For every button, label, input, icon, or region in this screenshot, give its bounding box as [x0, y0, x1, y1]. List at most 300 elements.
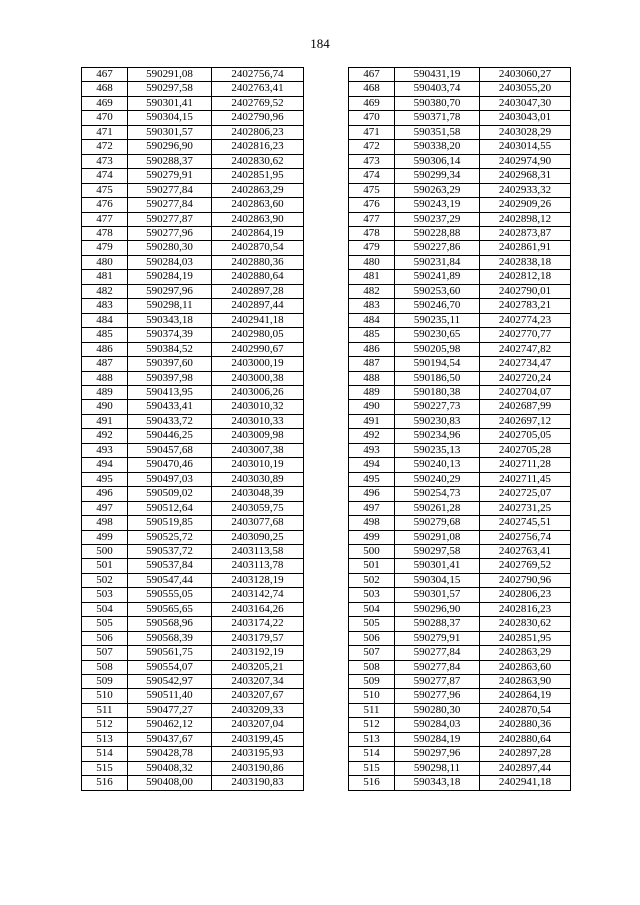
column-gap-cell: [304, 140, 349, 154]
left-y-coordinate-cell: 2402980,05: [212, 328, 304, 342]
column-gap-cell: [304, 313, 349, 327]
left-x-coordinate-cell: 590477,27: [128, 703, 212, 717]
right-y-coordinate-cell: 2402705,28: [480, 443, 571, 457]
table-row: [82, 472, 571, 486]
table-row: [82, 313, 571, 327]
right-point-number-cell: 489: [349, 385, 395, 399]
left-x-coordinate-cell: 590304,15: [128, 111, 212, 125]
left-y-coordinate-cell: 2403007,38: [212, 443, 304, 457]
left-x-coordinate-cell: 590565,65: [128, 602, 212, 616]
right-x-coordinate-cell: 590299,34: [395, 169, 480, 183]
right-x-coordinate-cell: 590284,19: [395, 732, 480, 746]
right-x-coordinate-cell: 590431,19: [395, 68, 480, 82]
left-y-coordinate-cell: 2402897,28: [212, 284, 304, 298]
right-point-number-cell: 486: [349, 342, 395, 356]
table-row: [82, 617, 571, 631]
column-gap-cell: [304, 559, 349, 573]
right-x-coordinate-cell: 590261,28: [395, 501, 480, 515]
right-point-number-cell: 477: [349, 212, 395, 226]
table-row: [82, 761, 571, 775]
right-point-number-cell: 509: [349, 675, 395, 689]
column-gap-cell: [304, 573, 349, 587]
right-x-coordinate-cell: 590297,58: [395, 544, 480, 558]
left-y-coordinate-cell: 2402830,62: [212, 154, 304, 168]
table-row: [82, 371, 571, 385]
table-row: [82, 255, 571, 269]
right-point-number-cell: 488: [349, 371, 395, 385]
right-x-coordinate-cell: 590371,78: [395, 111, 480, 125]
right-x-coordinate-cell: 590291,08: [395, 530, 480, 544]
column-gap-cell: [304, 617, 349, 631]
right-point-number-cell: 507: [349, 646, 395, 660]
left-x-coordinate-cell: 590277,84: [128, 198, 212, 212]
table-row: [82, 747, 571, 761]
table-row: [82, 588, 571, 602]
right-y-coordinate-cell: 2402898,12: [480, 212, 571, 226]
left-y-coordinate-cell: 2402816,23: [212, 140, 304, 154]
left-point-number-cell: 482: [82, 284, 128, 298]
table-row: [82, 776, 571, 790]
left-y-coordinate-cell: 2403113,78: [212, 559, 304, 573]
column-gap-cell: [304, 732, 349, 746]
right-point-number-cell: 496: [349, 487, 395, 501]
right-y-coordinate-cell: 2402863,90: [480, 675, 571, 689]
right-point-number-cell: 508: [349, 660, 395, 674]
right-y-coordinate-cell: 2402816,23: [480, 602, 571, 616]
right-point-number-cell: 467: [349, 68, 395, 82]
column-gap-cell: [304, 588, 349, 602]
right-x-coordinate-cell: 590343,18: [395, 776, 480, 790]
column-gap-cell: [304, 602, 349, 616]
table-row: [82, 458, 571, 472]
right-x-coordinate-cell: 590277,87: [395, 675, 480, 689]
left-y-coordinate-cell: 2402990,67: [212, 342, 304, 356]
column-gap-cell: [304, 241, 349, 255]
left-x-coordinate-cell: 590288,37: [128, 154, 212, 168]
left-x-coordinate-cell: 590408,32: [128, 761, 212, 775]
table-row: [82, 154, 571, 168]
column-gap-cell: [304, 169, 349, 183]
right-y-coordinate-cell: 2402864,19: [480, 689, 571, 703]
right-point-number-cell: 470: [349, 111, 395, 125]
column-gap-cell: [304, 299, 349, 313]
right-y-coordinate-cell: 2403060,27: [480, 68, 571, 82]
table-row: [82, 241, 571, 255]
left-y-coordinate-cell: 2402880,36: [212, 255, 304, 269]
column-gap-cell: [304, 501, 349, 515]
left-y-coordinate-cell: 2403207,04: [212, 718, 304, 732]
left-y-coordinate-cell: 2402863,29: [212, 183, 304, 197]
left-point-number-cell: 489: [82, 385, 128, 399]
left-point-number-cell: 510: [82, 689, 128, 703]
left-y-coordinate-cell: 2403077,68: [212, 516, 304, 530]
left-point-number-cell: 507: [82, 646, 128, 660]
left-x-coordinate-cell: 590511,40: [128, 689, 212, 703]
right-y-coordinate-cell: 2402968,31: [480, 169, 571, 183]
left-point-number-cell: 502: [82, 573, 128, 587]
table-row: [82, 718, 571, 732]
table-row: [82, 530, 571, 544]
right-y-coordinate-cell: 2402863,29: [480, 646, 571, 660]
left-y-coordinate-cell: 2403059,75: [212, 501, 304, 515]
table-row: [82, 111, 571, 125]
column-gap-cell: [304, 255, 349, 269]
column-gap-cell: [304, 154, 349, 168]
coordinates-table-body: [82, 68, 571, 791]
table-row: [82, 342, 571, 356]
right-y-coordinate-cell: 2402731,25: [480, 501, 571, 515]
table-row: [82, 675, 571, 689]
left-y-coordinate-cell: 2403209,33: [212, 703, 304, 717]
right-y-coordinate-cell: 2402697,12: [480, 414, 571, 428]
right-x-coordinate-cell: 590240,13: [395, 458, 480, 472]
right-x-coordinate-cell: 590301,41: [395, 559, 480, 573]
left-x-coordinate-cell: 590298,11: [128, 299, 212, 313]
left-x-coordinate-cell: 590568,39: [128, 631, 212, 645]
table-row: [82, 660, 571, 674]
right-y-coordinate-cell: 2402863,60: [480, 660, 571, 674]
left-x-coordinate-cell: 590428,78: [128, 747, 212, 761]
left-y-coordinate-cell: 2402941,18: [212, 313, 304, 327]
column-gap-cell: [304, 328, 349, 342]
left-point-number-cell: 512: [82, 718, 128, 732]
left-point-number-cell: 501: [82, 559, 128, 573]
right-point-number-cell: 476: [349, 198, 395, 212]
right-point-number-cell: 474: [349, 169, 395, 183]
right-y-coordinate-cell: 2402790,01: [480, 284, 571, 298]
right-x-coordinate-cell: 590277,84: [395, 646, 480, 660]
left-point-number-cell: 493: [82, 443, 128, 457]
left-x-coordinate-cell: 590555,05: [128, 588, 212, 602]
left-y-coordinate-cell: 2403190,86: [212, 761, 304, 775]
table-row: [82, 573, 571, 587]
right-x-coordinate-cell: 590231,84: [395, 255, 480, 269]
right-y-coordinate-cell: 2402756,74: [480, 530, 571, 544]
left-y-coordinate-cell: 2403205,21: [212, 660, 304, 674]
right-point-number-cell: 493: [349, 443, 395, 457]
right-x-coordinate-cell: 590230,83: [395, 414, 480, 428]
table-row: [82, 544, 571, 558]
right-point-number-cell: 478: [349, 226, 395, 240]
right-x-coordinate-cell: 590284,03: [395, 718, 480, 732]
right-x-coordinate-cell: 590240,29: [395, 472, 480, 486]
column-gap-cell: [304, 703, 349, 717]
left-y-coordinate-cell: 2403000,38: [212, 371, 304, 385]
right-y-coordinate-cell: 2403055,20: [480, 82, 571, 96]
column-gap-cell: [304, 646, 349, 660]
right-x-coordinate-cell: 590246,70: [395, 299, 480, 313]
table-row: [82, 270, 571, 284]
left-point-number-cell: 506: [82, 631, 128, 645]
table-row: [82, 631, 571, 645]
left-x-coordinate-cell: 590301,57: [128, 125, 212, 139]
left-x-coordinate-cell: 590470,46: [128, 458, 212, 472]
right-y-coordinate-cell: 2402933,32: [480, 183, 571, 197]
right-point-number-cell: 469: [349, 96, 395, 110]
right-x-coordinate-cell: 590297,96: [395, 747, 480, 761]
right-y-coordinate-cell: 2402774,23: [480, 313, 571, 327]
left-point-number-cell: 511: [82, 703, 128, 717]
right-x-coordinate-cell: 590263,29: [395, 183, 480, 197]
right-point-number-cell: 505: [349, 617, 395, 631]
table-row: [82, 732, 571, 746]
left-y-coordinate-cell: 2403207,34: [212, 675, 304, 689]
left-y-coordinate-cell: 2402756,74: [212, 68, 304, 82]
right-point-number-cell: 491: [349, 414, 395, 428]
left-point-number-cell: 480: [82, 255, 128, 269]
right-y-coordinate-cell: 2402830,62: [480, 617, 571, 631]
table-row: [82, 516, 571, 530]
left-y-coordinate-cell: 2403190,83: [212, 776, 304, 790]
left-point-number-cell: 469: [82, 96, 128, 110]
left-point-number-cell: 484: [82, 313, 128, 327]
left-point-number-cell: 481: [82, 270, 128, 284]
left-point-number-cell: 471: [82, 125, 128, 139]
left-point-number-cell: 477: [82, 212, 128, 226]
column-gap-cell: [304, 718, 349, 732]
right-y-coordinate-cell: 2402941,18: [480, 776, 571, 790]
left-point-number-cell: 491: [82, 414, 128, 428]
column-gap-cell: [304, 631, 349, 645]
right-x-coordinate-cell: 590205,98: [395, 342, 480, 356]
right-y-coordinate-cell: 2402705,05: [480, 429, 571, 443]
left-y-coordinate-cell: 2403010,32: [212, 400, 304, 414]
column-gap-cell: [304, 357, 349, 371]
column-gap-cell: [304, 111, 349, 125]
right-point-number-cell: 506: [349, 631, 395, 645]
left-x-coordinate-cell: 590280,30: [128, 241, 212, 255]
left-y-coordinate-cell: 2402864,19: [212, 226, 304, 240]
right-x-coordinate-cell: 590277,84: [395, 660, 480, 674]
left-x-coordinate-cell: 590343,18: [128, 313, 212, 327]
right-point-number-cell: 475: [349, 183, 395, 197]
right-y-coordinate-cell: 2402873,87: [480, 226, 571, 240]
left-y-coordinate-cell: 2403164,26: [212, 602, 304, 616]
left-x-coordinate-cell: 590457,68: [128, 443, 212, 457]
left-point-number-cell: 496: [82, 487, 128, 501]
right-y-coordinate-cell: 2402747,82: [480, 342, 571, 356]
right-y-coordinate-cell: 2403043,01: [480, 111, 571, 125]
left-x-coordinate-cell: 590284,19: [128, 270, 212, 284]
column-gap-cell: [304, 761, 349, 775]
left-point-number-cell: 472: [82, 140, 128, 154]
right-y-coordinate-cell: 2402704,07: [480, 385, 571, 399]
right-point-number-cell: 497: [349, 501, 395, 515]
right-point-number-cell: 515: [349, 761, 395, 775]
left-y-coordinate-cell: 2403048,39: [212, 487, 304, 501]
left-y-coordinate-cell: 2402897,44: [212, 299, 304, 313]
right-point-number-cell: 510: [349, 689, 395, 703]
table-row: [82, 140, 571, 154]
right-point-number-cell: 468: [349, 82, 395, 96]
right-point-number-cell: 483: [349, 299, 395, 313]
right-point-number-cell: 492: [349, 429, 395, 443]
left-y-coordinate-cell: 2403128,19: [212, 573, 304, 587]
right-x-coordinate-cell: 590235,13: [395, 443, 480, 457]
left-x-coordinate-cell: 590462,12: [128, 718, 212, 732]
left-x-coordinate-cell: 590397,60: [128, 357, 212, 371]
right-point-number-cell: 514: [349, 747, 395, 761]
right-point-number-cell: 484: [349, 313, 395, 327]
column-gap-cell: [304, 747, 349, 761]
left-x-coordinate-cell: 590374,39: [128, 328, 212, 342]
right-x-coordinate-cell: 590280,30: [395, 703, 480, 717]
left-x-coordinate-cell: 590297,96: [128, 284, 212, 298]
column-gap-cell: [304, 689, 349, 703]
right-y-coordinate-cell: 2402880,64: [480, 732, 571, 746]
column-gap-cell: [304, 68, 349, 82]
right-y-coordinate-cell: 2402870,54: [480, 703, 571, 717]
left-point-number-cell: 468: [82, 82, 128, 96]
right-y-coordinate-cell: 2402687,99: [480, 400, 571, 414]
right-y-coordinate-cell: 2402711,45: [480, 472, 571, 486]
right-point-number-cell: 512: [349, 718, 395, 732]
left-point-number-cell: 500: [82, 544, 128, 558]
right-point-number-cell: 490: [349, 400, 395, 414]
right-point-number-cell: 495: [349, 472, 395, 486]
right-point-number-cell: 481: [349, 270, 395, 284]
right-x-coordinate-cell: 590227,86: [395, 241, 480, 255]
right-x-coordinate-cell: 590304,15: [395, 573, 480, 587]
left-x-coordinate-cell: 590284,03: [128, 255, 212, 269]
left-point-number-cell: 499: [82, 530, 128, 544]
column-gap-cell: [304, 183, 349, 197]
right-y-coordinate-cell: 2402974,90: [480, 154, 571, 168]
left-x-coordinate-cell: 590561,75: [128, 646, 212, 660]
right-y-coordinate-cell: 2403047,30: [480, 96, 571, 110]
left-point-number-cell: 486: [82, 342, 128, 356]
right-y-coordinate-cell: 2402851,95: [480, 631, 571, 645]
table-row: [82, 96, 571, 110]
column-gap-cell: [304, 516, 349, 530]
coordinates-table: [81, 67, 571, 791]
left-point-number-cell: 497: [82, 501, 128, 515]
table-row: [82, 703, 571, 717]
right-x-coordinate-cell: 590298,11: [395, 761, 480, 775]
right-x-coordinate-cell: 590235,11: [395, 313, 480, 327]
right-x-coordinate-cell: 590306,14: [395, 154, 480, 168]
right-x-coordinate-cell: 590301,57: [395, 588, 480, 602]
left-point-number-cell: 492: [82, 429, 128, 443]
right-y-coordinate-cell: 2403028,29: [480, 125, 571, 139]
table-row: [82, 559, 571, 573]
table-row: [82, 212, 571, 226]
column-gap-cell: [304, 82, 349, 96]
right-y-coordinate-cell: 2402880,36: [480, 718, 571, 732]
right-x-coordinate-cell: 590279,68: [395, 516, 480, 530]
column-gap-cell: [304, 458, 349, 472]
column-gap-cell: [304, 487, 349, 501]
column-gap-cell: [304, 472, 349, 486]
table-row: [82, 429, 571, 443]
left-point-number-cell: 503: [82, 588, 128, 602]
right-y-coordinate-cell: 2402725,07: [480, 487, 571, 501]
right-y-coordinate-cell: 2402783,21: [480, 299, 571, 313]
left-x-coordinate-cell: 590301,41: [128, 96, 212, 110]
left-y-coordinate-cell: 2403010,33: [212, 414, 304, 428]
column-gap-cell: [304, 530, 349, 544]
right-x-coordinate-cell: 590279,91: [395, 631, 480, 645]
right-y-coordinate-cell: 2402734,47: [480, 357, 571, 371]
column-gap-cell: [304, 400, 349, 414]
right-y-coordinate-cell: 2402806,23: [480, 588, 571, 602]
right-point-number-cell: 504: [349, 602, 395, 616]
left-point-number-cell: 474: [82, 169, 128, 183]
table-row: [82, 284, 571, 298]
left-y-coordinate-cell: 2402763,41: [212, 82, 304, 96]
right-x-coordinate-cell: 590180,38: [395, 385, 480, 399]
left-y-coordinate-cell: 2402851,95: [212, 169, 304, 183]
column-gap-cell: [304, 342, 349, 356]
left-x-coordinate-cell: 590568,96: [128, 617, 212, 631]
left-y-coordinate-cell: 2402790,96: [212, 111, 304, 125]
table-row: [82, 328, 571, 342]
left-point-number-cell: 478: [82, 226, 128, 240]
column-gap-cell: [304, 198, 349, 212]
right-y-coordinate-cell: 2402790,96: [480, 573, 571, 587]
left-point-number-cell: 509: [82, 675, 128, 689]
right-x-coordinate-cell: 590241,89: [395, 270, 480, 284]
left-point-number-cell: 476: [82, 198, 128, 212]
table-row: [82, 400, 571, 414]
table-row: [82, 385, 571, 399]
left-x-coordinate-cell: 590433,41: [128, 400, 212, 414]
right-point-number-cell: 471: [349, 125, 395, 139]
right-y-coordinate-cell: 2402711,28: [480, 458, 571, 472]
right-x-coordinate-cell: 590338,20: [395, 140, 480, 154]
table-row: [82, 299, 571, 313]
left-x-coordinate-cell: 590537,84: [128, 559, 212, 573]
right-x-coordinate-cell: 590403,74: [395, 82, 480, 96]
table-row: [82, 487, 571, 501]
table-row: [82, 689, 571, 703]
left-y-coordinate-cell: 2402769,52: [212, 96, 304, 110]
left-y-coordinate-cell: 2403090,25: [212, 530, 304, 544]
right-point-number-cell: 499: [349, 530, 395, 544]
right-x-coordinate-cell: 590253,60: [395, 284, 480, 298]
left-point-number-cell: 513: [82, 732, 128, 746]
right-x-coordinate-cell: 590237,29: [395, 212, 480, 226]
right-point-number-cell: 503: [349, 588, 395, 602]
column-gap-cell: [304, 212, 349, 226]
right-y-coordinate-cell: 2402720,24: [480, 371, 571, 385]
right-x-coordinate-cell: 590194,54: [395, 357, 480, 371]
left-x-coordinate-cell: 590277,84: [128, 183, 212, 197]
right-point-number-cell: 498: [349, 516, 395, 530]
left-x-coordinate-cell: 590279,91: [128, 169, 212, 183]
left-x-coordinate-cell: 590542,97: [128, 675, 212, 689]
left-x-coordinate-cell: 590446,25: [128, 429, 212, 443]
column-gap-cell: [304, 385, 349, 399]
right-point-number-cell: 516: [349, 776, 395, 790]
left-point-number-cell: 479: [82, 241, 128, 255]
column-gap-cell: [304, 284, 349, 298]
table-row: [82, 68, 571, 82]
column-gap-cell: [304, 675, 349, 689]
left-point-number-cell: 483: [82, 299, 128, 313]
right-point-number-cell: 472: [349, 140, 395, 154]
left-point-number-cell: 504: [82, 602, 128, 616]
column-gap-cell: [304, 371, 349, 385]
table-row: [82, 198, 571, 212]
table-row: [82, 357, 571, 371]
left-point-number-cell: 505: [82, 617, 128, 631]
left-y-coordinate-cell: 2403179,57: [212, 631, 304, 645]
left-y-coordinate-cell: 2403192,19: [212, 646, 304, 660]
right-point-number-cell: 482: [349, 284, 395, 298]
left-point-number-cell: 485: [82, 328, 128, 342]
left-point-number-cell: 488: [82, 371, 128, 385]
